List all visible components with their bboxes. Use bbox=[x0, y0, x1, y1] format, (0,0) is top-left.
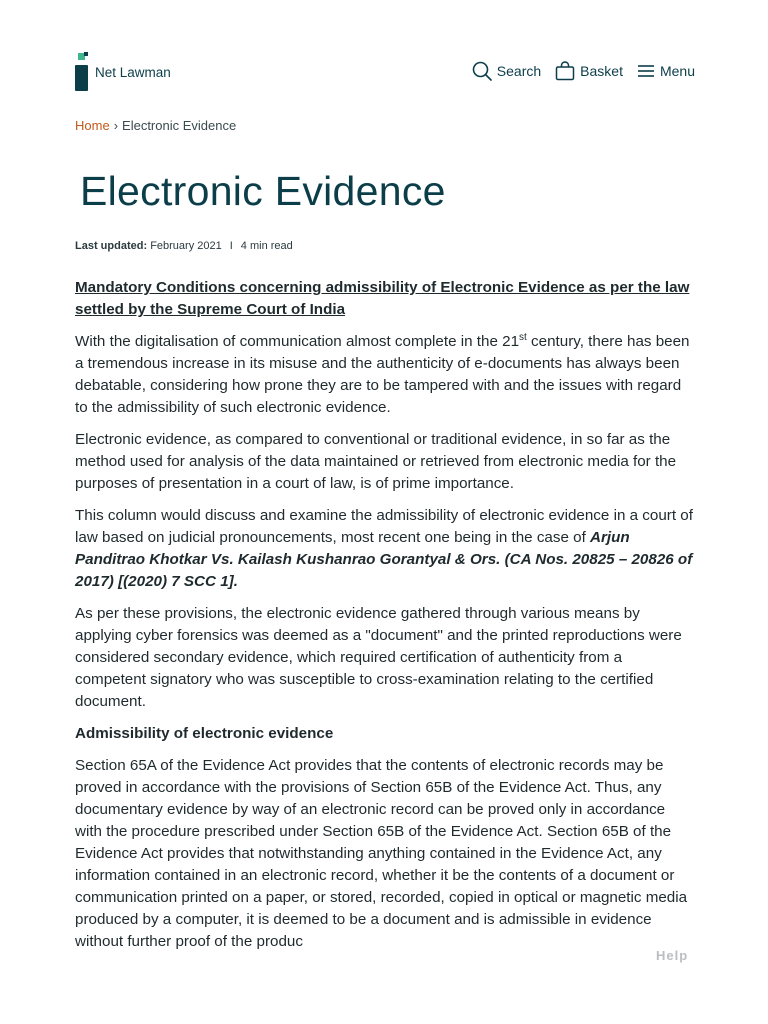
brand-logo[interactable] bbox=[75, 52, 171, 92]
search-button[interactable] bbox=[472, 61, 541, 81]
menu-label: Menu bbox=[659, 63, 695, 79]
logo-mark-icon bbox=[75, 52, 89, 92]
meta-separator: I bbox=[229, 240, 233, 252]
breadcrumb-current: Electronic Evidence bbox=[122, 118, 237, 133]
site-header bbox=[75, 52, 695, 92]
case-citation: Arjun Panditrao Khotkar Vs. Kailash Kushanrao Gorantyal & Ors. (CA Nos. 20825 – 20826 of 2017) [(2020) 7 SCC 1]. bbox=[75, 529, 693, 590]
article-paragraph-5: Section 65A of the Evidence Act provides that the contents of electronic records may be proved in accordance with the provisions of Section 65B of the Evidence Act. Thus, any documentary evidence by way of an electronic record can be proved only in accordance with the procedure prescribed under Section 65B of the Evidence Act. Section 65B of the Evidence Act provides that notwithstanding anything contained in the Evidence Act, any information contained in an electronic record, whether it be the contents of a document or communication printed on a paper, or stored, recorded, copied in optical or magnetic media produced by a computer, it is deemed to be a document and is admissible in evidence without further proof of the produc bbox=[75, 757, 688, 950]
article-paragraph-4: As per these provisions, the electronic evidence gathered through various means by applying cyber forensics was deemed as a "document" and the printed reproductions were considered secondary evidence, which required certification of authenticity from a competent signatory who was susceptible to cross-examination relating to the certified document. bbox=[75, 605, 682, 710]
article-meta bbox=[75, 240, 293, 252]
basket-icon bbox=[555, 61, 575, 81]
last-updated-value: February 2021 bbox=[150, 240, 222, 252]
last-updated-label: Last updated: bbox=[75, 240, 148, 252]
article-body bbox=[75, 277, 695, 963]
article-lead: Mandatory Conditions concerning admissibility of Electronic Evidence as per the law settled by the Supreme Court of India bbox=[75, 279, 690, 318]
search-icon bbox=[472, 61, 492, 81]
hamburger-menu-icon bbox=[637, 63, 655, 79]
read-time: 4 min read bbox=[240, 240, 293, 252]
page-title: Electronic Evidence bbox=[80, 168, 446, 214]
breadcrumb bbox=[75, 118, 236, 133]
breadcrumb-home-link[interactable]: Home bbox=[75, 118, 110, 133]
basket-button[interactable] bbox=[555, 61, 623, 81]
breadcrumb-separator: › bbox=[113, 118, 119, 133]
brand-name: Net Lawman bbox=[95, 64, 171, 80]
article-paragraph-2: Electronic evidence, as compared to conventional or traditional evidence, in so far as the method used for analysis of the data maintained or retrieved from electronic media for the purposes of presentation in a court of law, is of prime importance. bbox=[75, 431, 677, 492]
article-paragraph-1: With the digitalisation of communication almost complete in the 21st century, there has been a tremendous increase in its misuse and the authenticity of e-documents has always been debatable, considering how prone they are to be tampered with and the issues with regard to the admissibility of such electronic evidence. bbox=[75, 331, 690, 416]
article-subheading: Admissibility of electronic evidence bbox=[75, 725, 334, 742]
article-paragraph-3: This column would discuss and examine the admissibility of electronic evidence in a court of law based on judicial pronouncements, most recent one being in the case of Arjun Panditrao Khotkar Vs. Kailash Kushanrao Gorantyal & Ors. (CA Nos. 20825 – 20826 of 2017) [(2020) 7 SCC 1]. bbox=[75, 507, 693, 590]
header-nav bbox=[472, 61, 695, 81]
basket-label: Basket bbox=[580, 63, 623, 79]
menu-button[interactable] bbox=[637, 63, 695, 79]
search-label: Search bbox=[496, 63, 542, 79]
help-button[interactable]: Help bbox=[656, 948, 689, 963]
